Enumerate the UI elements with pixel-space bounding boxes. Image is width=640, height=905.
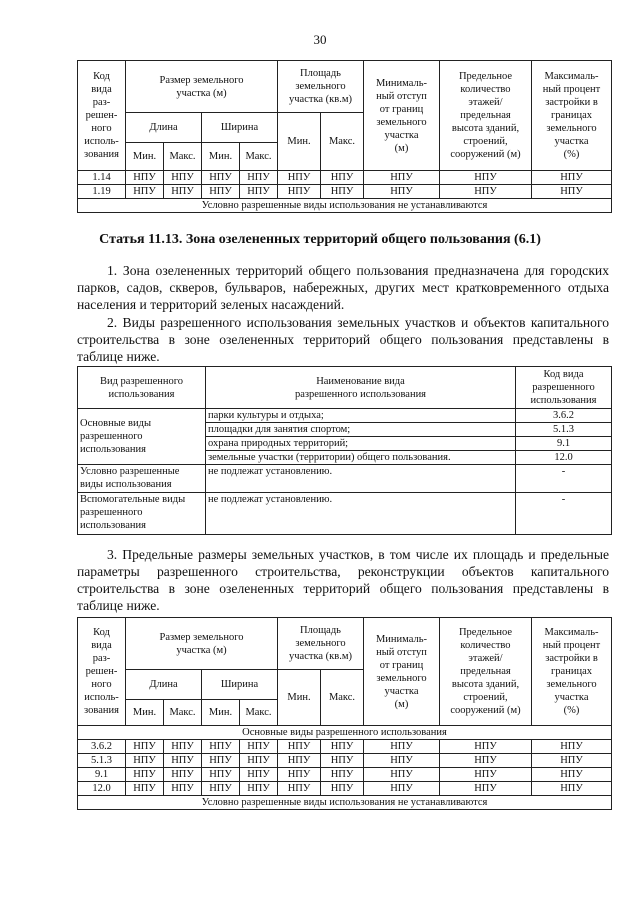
table-row [78,768,612,782]
cell: НПУ [321,185,364,199]
conditional-uses-label: Условно разрешенные виды использования [78,465,206,493]
use-code: 9.1 [516,437,612,451]
use-name: земельные участки (территории) общего пользования. [206,451,516,465]
cell: НПУ [126,782,164,796]
parameters-table-2 [77,617,612,810]
cell: НПУ [202,171,240,185]
cell: НПУ [532,754,612,768]
col-length-max-header: Макс. [164,700,202,726]
cell: НПУ [440,185,532,199]
cell: НПУ [321,782,364,796]
conditional-uses-code: - [516,465,612,493]
auxiliary-uses-label: Вспомогательные виды разрешенного использования [78,493,206,535]
row-code: 1.14 [78,171,126,185]
use-name: парки культуры и отдыха; [206,409,516,423]
row-code: 1.19 [78,185,126,199]
cell: НПУ [164,768,202,782]
cell: НПУ [364,171,440,185]
cell: НПУ [240,185,278,199]
cell: НПУ [532,185,612,199]
cell: НПУ [278,782,321,796]
col-area-min-header: Мин. [278,670,321,726]
cell: НПУ [364,754,440,768]
main-uses-label: Основные виды разрешенного использования [78,409,206,465]
table-footer-note: Условно разрешенные виды использования не устанавливаются [78,199,612,213]
cell: НПУ [364,740,440,754]
cell: НПУ [278,171,321,185]
cell: НПУ [240,768,278,782]
cell: НПУ [440,782,532,796]
cell: НПУ [440,754,532,768]
paragraph-1 [77,262,609,313]
col-code-header: Код вида раз- решен- ного исполь- зования [78,618,126,726]
table-row [78,754,612,768]
cell: НПУ [532,740,612,754]
col-area-max-header: Макс. [321,670,364,726]
cell: НПУ [202,740,240,754]
cell: НПУ [240,740,278,754]
cell: НПУ [240,171,278,185]
table-row [78,782,612,796]
col-setback-header: Минималь- ный отступ от границ земельного участка (м) [364,61,440,171]
cell: НПУ [532,171,612,185]
cell: НПУ [126,768,164,782]
col-area-header: Площадь земельного участка (кв.м) [278,61,364,113]
cell: НПУ [126,740,164,754]
uses-table [77,366,612,535]
col-width-header: Ширина [202,113,278,143]
col-coverage-header: Максималь- ный процент застройки в границах земельного участка (%) [532,61,612,171]
uses-header-code: Код вида разрешенного использования [516,367,612,409]
col-width-max-header: Макс. [240,700,278,726]
cell: НПУ [278,754,321,768]
paragraph-2 [77,314,609,365]
page-number: 30 [313,32,327,47]
cell: НПУ [202,768,240,782]
col-length-max-header: Макс. [164,143,202,171]
col-size-header: Размер земельного участка (м) [126,61,278,113]
use-code: 12.0 [516,451,612,465]
cell: НПУ [321,740,364,754]
cell: НПУ [278,768,321,782]
col-length-min-header: Мин. [126,143,164,171]
use-code: 3.6.2 [516,409,612,423]
cell: НПУ [364,782,440,796]
col-code-header: Код вида раз- решен- ного исполь- зования [78,61,126,171]
col-area-header: Площадь земельного участка (кв.м) [278,618,364,670]
cell: НПУ [126,754,164,768]
use-name: охрана природных территорий; [206,437,516,451]
col-floors-header: Предельное количество этажей/ предельная высота зданий, строений, сооружений (м) [440,61,532,171]
table-row [78,740,612,754]
paragraph-1-text: 1. Зона озелененных территорий общего пользования предназначена для городских парков, садов, скверов, бульваров, набережных, других мест кратковременного отдыха населения и территорий зеленых насаждений. [77,263,609,312]
paragraph-3 [77,546,609,614]
cell: НПУ [321,768,364,782]
cell: НПУ [440,768,532,782]
cell: НПУ [126,171,164,185]
cell: НПУ [164,782,202,796]
cell: НПУ [364,768,440,782]
row-code: 5.1.3 [78,754,126,768]
cell: НПУ [164,185,202,199]
col-floors-header: Предельное количество этажей/ предельная высота зданий, строений, сооружений (м) [440,618,532,726]
col-setback-header: Минималь- ный отступ от границ земельного участка (м) [364,618,440,726]
cell: НПУ [164,740,202,754]
cell: НПУ [321,754,364,768]
uses-header-type: Вид разрешенного использования [78,367,206,409]
col-width-max-header: Макс. [240,143,278,171]
col-width-min-header: Мин. [202,143,240,171]
col-width-header: Ширина [202,670,278,700]
parameters-table-1 [77,60,612,213]
auxiliary-uses-code: - [516,493,612,535]
col-length-header: Длина [126,670,202,700]
col-length-min-header: Мин. [126,700,164,726]
cell: НПУ [202,782,240,796]
uses-header-name: Наименование вида разрешенного использования [206,367,516,409]
table-row [78,171,612,185]
paragraph-3-text: 3. Предельные размеры земельных участков, в том числе их площадь и предельные параметры разрешенного строительства, реконструкции объектов капитального строительства в зоне озелененных территорий общего пользования представлены в таблице ниже. [77,547,609,613]
col-size-header: Размер земельного участка (м) [126,618,278,670]
auxiliary-uses-text: не подлежат установлению. [206,493,516,535]
cell: НПУ [164,754,202,768]
cell: НПУ [532,782,612,796]
cell: НПУ [278,740,321,754]
cell: НПУ [532,768,612,782]
col-area-max-header: Макс. [321,113,364,171]
cell: НПУ [321,171,364,185]
cell: НПУ [126,185,164,199]
conditional-uses-text: не подлежат установлению. [206,465,516,493]
article-heading: Статья 11.13. Зона озелененных территорий общего пользования (6.1) [99,232,541,247]
col-length-header: Длина [126,113,202,143]
table-footer-note: Условно разрешенные виды использования не устанавливаются [78,796,612,810]
use-code: 5.1.3 [516,423,612,437]
cell: НПУ [278,185,321,199]
col-coverage-header: Максималь- ный процент застройки в границах земельного участка (%) [532,618,612,726]
row-code: 3.6.2 [78,740,126,754]
cell: НПУ [164,171,202,185]
cell: НПУ [240,754,278,768]
cell: НПУ [240,782,278,796]
col-area-min-header: Мин. [278,113,321,171]
cell: НПУ [202,185,240,199]
cell: НПУ [202,754,240,768]
table-section-label: Основные виды разрешенного использования [78,726,612,740]
row-code: 9.1 [78,768,126,782]
paragraph-2-text: 2. Виды разрешенного использования земельных участков и объектов капитального строительства в зоне озелененных территорий общего пользования представлены в таблице ниже. [77,315,609,364]
cell: НПУ [440,740,532,754]
cell: НПУ [364,185,440,199]
cell: НПУ [440,171,532,185]
use-name: площадки для занятия спортом; [206,423,516,437]
table-row [78,185,612,199]
col-width-min-header: Мин. [202,700,240,726]
row-code: 12.0 [78,782,126,796]
